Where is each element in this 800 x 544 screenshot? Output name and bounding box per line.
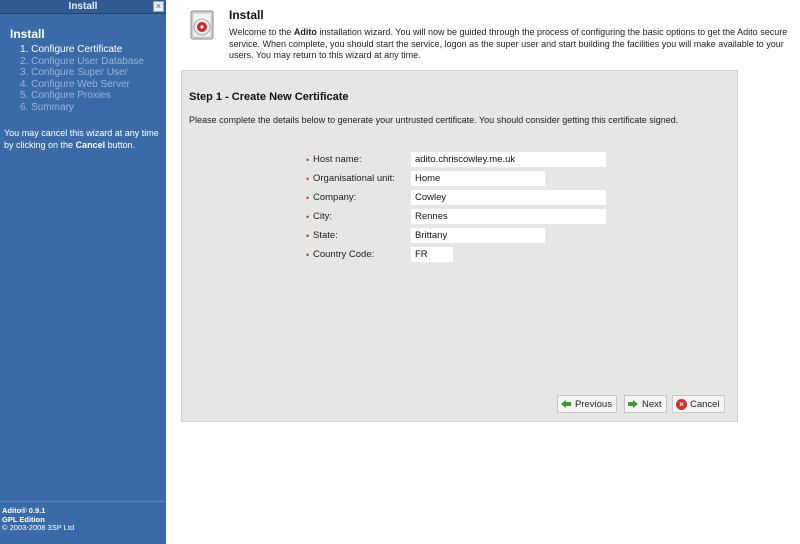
sidebar-footer <box>2 507 74 533</box>
step-heading: Step 1 - Create New Certificate <box>189 91 349 103</box>
required-bullet: • <box>306 231 310 241</box>
intro-text <box>229 27 794 62</box>
arrow-right-icon <box>628 399 639 410</box>
required-bullet: • <box>306 250 310 260</box>
cancel-note <box>4 128 164 151</box>
step-configure-super-user: 3. Configure Super User <box>20 67 128 78</box>
organisational-unit-label: Organisational unit: <box>313 173 395 184</box>
sidebar-header <box>0 0 166 14</box>
step-configure-certificate: 1. Configure Certificate <box>20 44 123 55</box>
close-icon[interactable]: × <box>153 1 164 12</box>
company-input[interactable] <box>411 190 606 205</box>
required-bullet: • <box>306 174 310 184</box>
page-title: Install <box>229 8 264 22</box>
copyright: © 2003-2008 3SP Ltd <box>2 523 75 532</box>
step-configure-user-database: 2. Configure User Database <box>20 55 144 67</box>
state-input[interactable] <box>411 228 545 243</box>
form-row-organisational-unit <box>182 171 737 187</box>
form-row-city <box>182 209 737 225</box>
product-edition: GPL Edition <box>2 514 45 524</box>
intro-post: installation wizard. You will now be guided through the process of configuring the basic options to get the Adito secure service. When complete, you should start the service, logon as the super user and start building the facilities you will make available to your users. You may return to this wizard at any time. <box>229 27 788 60</box>
step-configure-proxies: 5. Configure Proxies <box>20 90 111 101</box>
arrow-left-icon <box>561 399 572 410</box>
city-label: City: <box>313 211 332 222</box>
required-bullet: • <box>306 193 310 203</box>
cancel-label: Cancel <box>690 398 720 410</box>
required-bullet: • <box>306 212 310 222</box>
product-version: Adito® 0.9.1 <box>2 506 46 515</box>
install-disc-icon <box>188 10 216 42</box>
next-button[interactable] <box>624 395 667 413</box>
wizard-sidebar <box>0 0 166 544</box>
form-row-state <box>182 228 737 244</box>
wizard-steps <box>20 44 144 113</box>
intro-brand: Adito <box>293 27 317 37</box>
form-row-country-code <box>182 247 737 263</box>
cancel-note-pre: You may cancel this wizard at any time by clicking on the <box>4 128 159 150</box>
cancel-note-keyword: Cancel <box>75 139 106 150</box>
sidebar-header-title: Install <box>68 1 98 12</box>
form-row-host-name <box>182 152 737 168</box>
step-panel <box>181 70 738 422</box>
wizard-main <box>166 0 800 544</box>
organisational-unit-input[interactable] <box>411 171 545 186</box>
step-description: Please complete the details below to generate your untrusted certificate. You should consider getting this certificate signed. <box>189 115 679 125</box>
country-code-label: Country Code: <box>313 249 375 260</box>
cancel-button[interactable] <box>672 395 725 413</box>
form-row-company <box>182 190 737 206</box>
previous-label: Previous <box>575 398 612 410</box>
step-configure-web-server: 4. Configure Web Server <box>20 78 130 90</box>
host-name-label: Host name: <box>313 154 362 165</box>
cancel-note-post: button. <box>107 139 136 150</box>
company-label: Company: <box>313 192 357 203</box>
sidebar-divider <box>0 501 166 502</box>
cancel-icon: × <box>676 399 687 410</box>
required-bullet: • <box>306 155 310 165</box>
city-input[interactable] <box>411 209 606 224</box>
step-summary: 6. Summary <box>20 101 74 113</box>
country-code-input[interactable] <box>411 247 453 262</box>
next-label: Next <box>642 398 662 410</box>
sidebar-title: Install <box>10 27 45 41</box>
intro-pre: Welcome to the <box>229 27 292 37</box>
host-name-input[interactable] <box>411 152 606 167</box>
previous-button[interactable] <box>557 395 617 413</box>
state-label: State: <box>313 230 338 241</box>
